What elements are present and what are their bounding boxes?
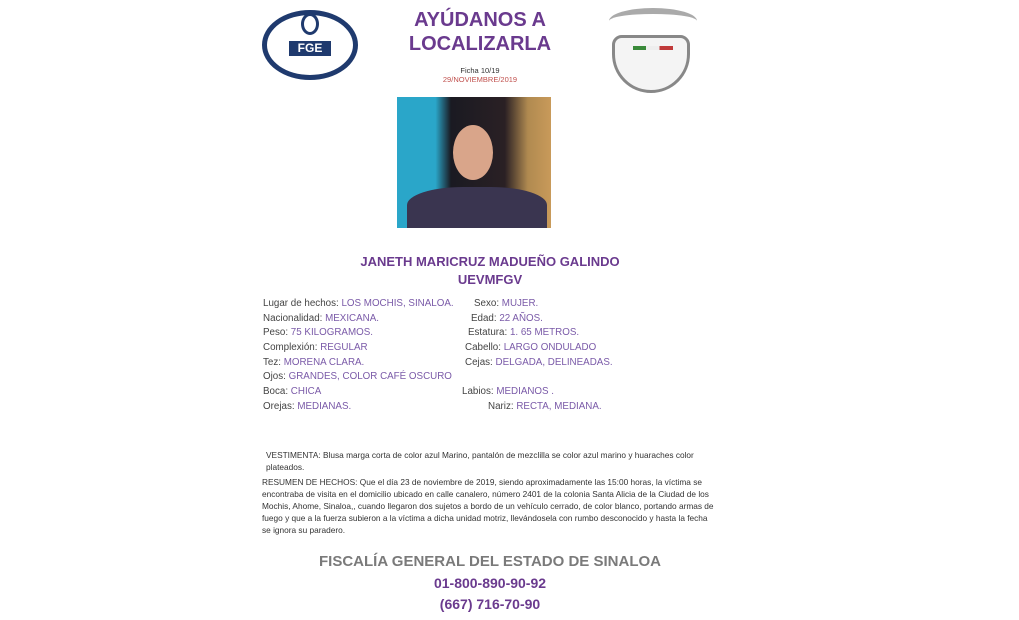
detail-nacionalidad: Nacionalidad: MEXICANA. [263, 313, 380, 324]
detail-complexion: Complexión: REGULAR [263, 342, 368, 353]
detail-edad: Edad: 22 AÑOS. [471, 313, 543, 324]
detail-orejas: Orejas: MEDIANAS. [263, 401, 352, 412]
detail-estatura: Estatura: 1. 65 METROS. [468, 327, 580, 338]
vestimenta-text: VESTIMENTA: Blusa marga corta de color azul Marino, pantalón de mezclilla se color azul marino y huaraches color plateados. [266, 450, 694, 472]
detail-peso: Peso: 75 KILOGRAMOS. [263, 327, 374, 338]
ficha-number: Ficha 10/19 [460, 66, 500, 75]
resumen-text: RESUMEN DE HECHOS: Que el día 23 de noviembre de 2019, siendo aproximadamente las 15:00 horas, la víctima se encontraba de visita en el domicilio ubicado en calle canalero, número 2401 de la colonia Santa Alicia de la Ciudad de los Mochis, Ahome, Sinaloa,, cuando llegaron dos sujetos a bordo de un vehículo cerrado, de color blanco, portando armas de fuego y que a la fuerza subieron a la víctima a dicha unidad motriz, llevándosela con rumbo desconocido y hasta la fecha se ignora su paradero. [262, 477, 714, 535]
detail-sexo: Sexo: MUJER. [474, 298, 539, 309]
poster-title: AYÚDANOS A LOCALIZARLA [408, 9, 552, 55]
detail-ojos: Ojos: GRANDES, COLOR CAFÉ OSCURO [263, 371, 452, 382]
poster-date: 29/NOVIEMBRE/2019 [442, 75, 518, 84]
person-name: JANETH MARICRUZ MADUEÑO GALINDO [360, 254, 620, 269]
detail-tez: Tez: MORENA CLARA. [263, 357, 365, 368]
fge-shield-logo [612, 35, 690, 93]
detail-cabello: Cabello: LARGO ONDULADO [465, 342, 597, 353]
missing-person-photo [397, 97, 551, 228]
detail-cejas: Cejas: DELGADA, DELINEADAS. [465, 357, 613, 368]
person-unit: UEVMFGV [457, 272, 523, 287]
detail-nariz: Nariz: RECTA, MEDIANA. [488, 401, 602, 412]
detail-labios: Labios: MEDIANOS . [462, 386, 555, 397]
fge-sinaloa-logo: FGE [262, 10, 358, 80]
phone-1: 01-800-890-90-92 [433, 575, 547, 591]
detail-boca: Boca: CHICA [263, 386, 322, 397]
detail-lugar: Lugar de hechos: LOS MOCHIS, SINALOA. [263, 298, 454, 309]
phone-2: (667) 716-70-90 [439, 596, 541, 612]
agency-name: FISCALÍA GENERAL DEL ESTADO DE SINALOA [319, 553, 661, 570]
